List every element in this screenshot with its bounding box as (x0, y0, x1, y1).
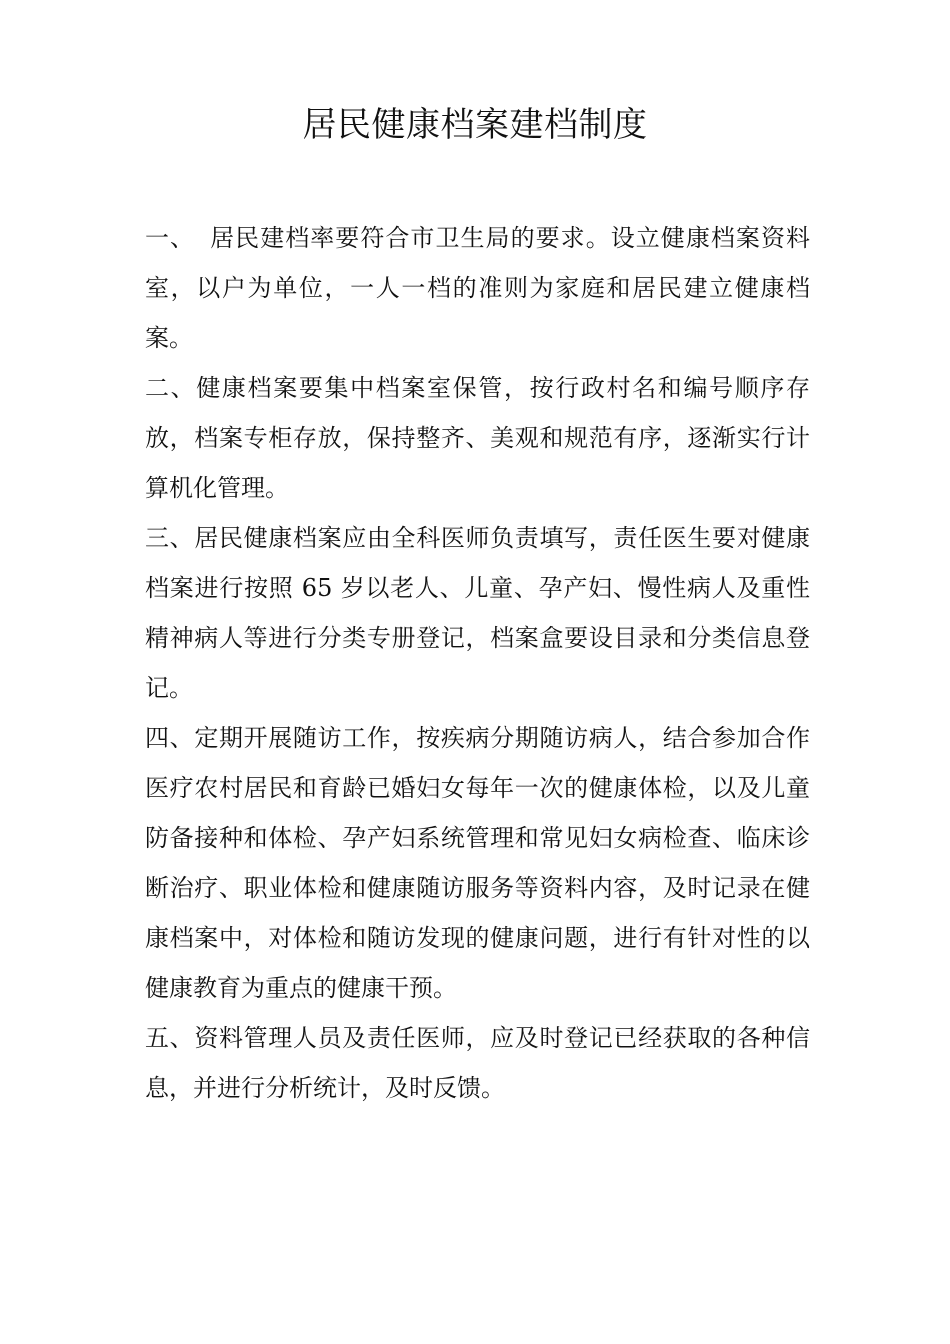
paragraph-number: 三、 (145, 524, 195, 552)
paragraph-text: 资料管理人员及责任医师，应及时登记已经获取的各种信息，并进行分析统计，及时反馈。 (145, 1024, 811, 1102)
paragraph-2 (145, 363, 810, 513)
paragraph-number: 四、 (145, 724, 195, 752)
paragraph-3 (145, 513, 810, 713)
paragraph-number: 一、 (145, 224, 196, 252)
paragraph-text: 定期开展随访工作，按疾病分期随访病人，结合参加合作医疗农村居民和育龄已婚妇女每年一次的健康体检，以及儿童防备接种和体检、孕产妇系统管理和常见妇女病检查、临床诊断治疗、职业体检和健康随访服务等资料内容，及时记录在健康档案中，对体检和随访发现的健康问题，进行有针对性的以健康教育为重点的健康干预。 (145, 724, 811, 1002)
paragraph-text: 居民建档率要符合市卫生局的要求。设立健康档案资料室，以户为单位，一人一档的准则为家庭和居民建立健康档案。 (145, 224, 810, 352)
paragraph-text: 健康档案要集中档案室保管，按行政村名和编号顺序存放，档案专柜存放，保持整齐、美观和规范有序，逐渐实行计算机化管理。 (145, 374, 810, 502)
document-title: 居民健康档案建档制度 (302, 105, 648, 145)
paragraph-4 (145, 713, 810, 1013)
paragraph-5 (145, 1013, 810, 1113)
document-body (145, 213, 810, 1113)
paragraph-number: 二、 (145, 374, 197, 402)
paragraph-text: 居民健康档案应由全科医师负责填写，责任医生要对健康档案进行按照 65 岁以老人、儿童、孕产妇、慢性病人及重性精神病人等进行分类专册登记，档案盒要设目录和分类信息登记。 (145, 524, 811, 702)
paragraph-number: 五、 (145, 1024, 195, 1052)
paragraph-1 (145, 213, 810, 363)
